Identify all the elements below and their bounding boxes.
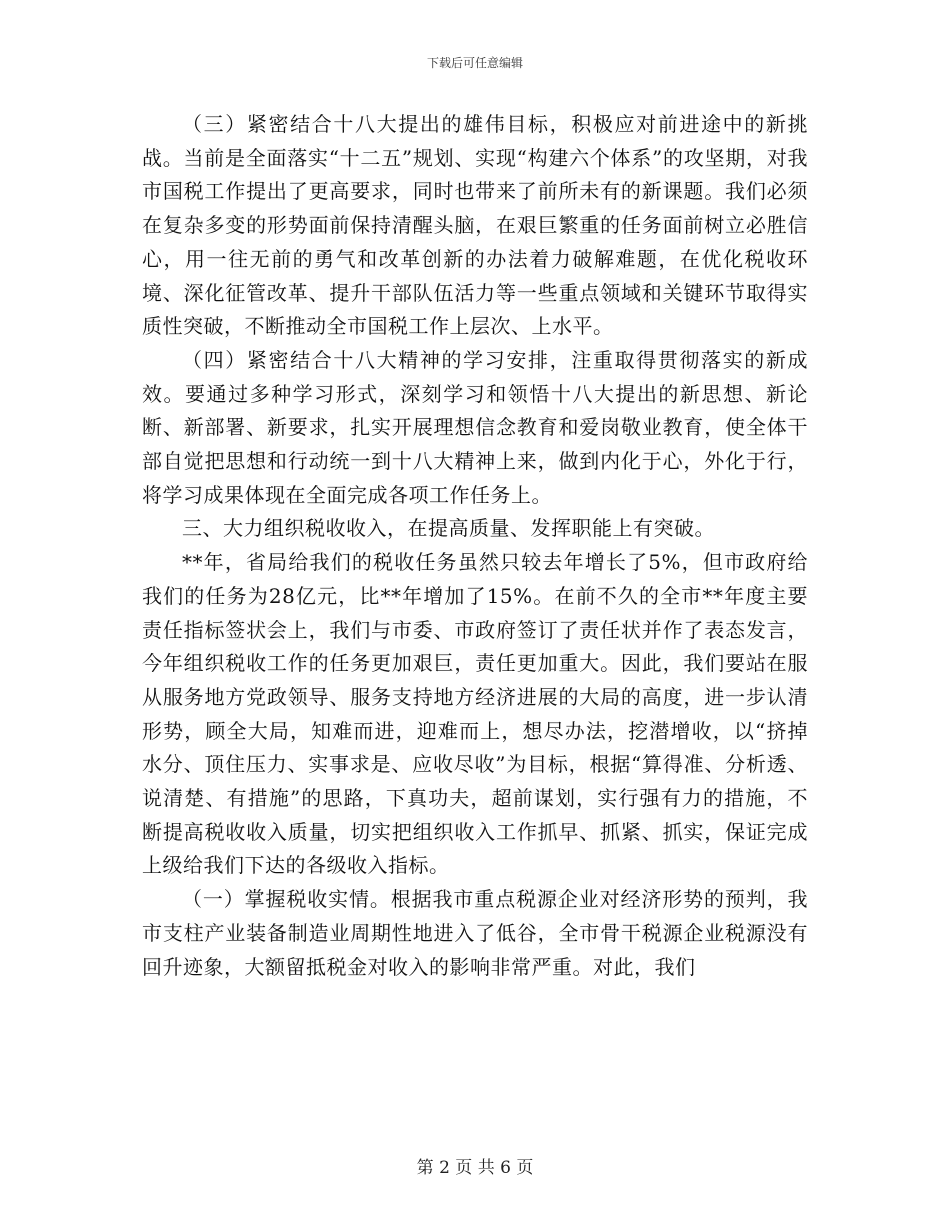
section-heading-3: 三、大力组织税收收入，在提高质量、发挥职能上有突破。 [182, 516, 715, 541]
paragraph-section-4: （四）紧密结合十八大精神的学习安排，注重取得贯彻落实的新成效。要通过多种学习形式，深刻学习和领悟十八大提出的新思想、新论断、新部署、新要求，扎实开展理想信念教育和爱岗敬业教育，使全体干部自觉把思想和行动统一到十八大精神上来，做到内化于心，外化于行，将学习成果体现在全面完成各项工作任务上。 [142, 347, 808, 507]
page-footer: 第 2 页 共 6 页 [416, 1158, 534, 1178]
paragraph-subsection-1: （一）掌握税收实情。根据我市重点税源企业对经济形势的预判，我市支柱产业装备制造业周期性地进入了低谷，全市骨干税源企业税源没有回升迹象，大额留抵税金对收入的影响非常严重。对此，我们 [142, 887, 808, 979]
paragraph-tax-task: **年，省局给我们的税收任务虽然只较去年增长了5%，但市政府给我们的任务为28亿元，比**年增加了15%。在前不久的全市**年度主要责任指标签状会上，我们与市委、市政府签订了责任状并作了表态发言，今年组织税收工作的任务更加艰巨，责任更加重大。因此，我们要站在服从服务地方党政领导、服务支持地方经济进展的大局的高度，进一步认清形势，顾全大局，知难而进，迎难而上，想尽办法，挖潜增收，以“挤掉水分、顶住压力、实事求是、应收尽收”为目标，根据“算得准、分析透、说清楚、有措施”的思路，下真功夫，超前谋划，实行强有力的措施，不断提高税收收入质量，切实把组织收入工作抓早、抓紧、抓实，保证完成上级给我们下达的各级收入指标。 [142, 550, 808, 878]
paragraph-section-3: （三）紧密结合十八大提出的雄伟目标，积极应对前进途中的新挑战。当前是全面落实“十二五”规划、实现“构建六个体系”的攻坚期，对我市国税工作提出了更高要求，同时也带来了前所未有的新课题。我们必须在复杂多变的形势面前保持清醒头脑，在艰巨繁重的任务面前树立必胜信心，用一往无前的勇气和改革创新的办法着力破解难题，在优化税收环境、深化征管改革、提升干部队伍活力等一些重点领域和关键环节取得实质性突破，不断推动全市国税工作上层次、上水平。 [142, 112, 808, 339]
page-header: 下载后可任意编辑 [426, 56, 523, 70]
document-body [142, 108, 808, 984]
